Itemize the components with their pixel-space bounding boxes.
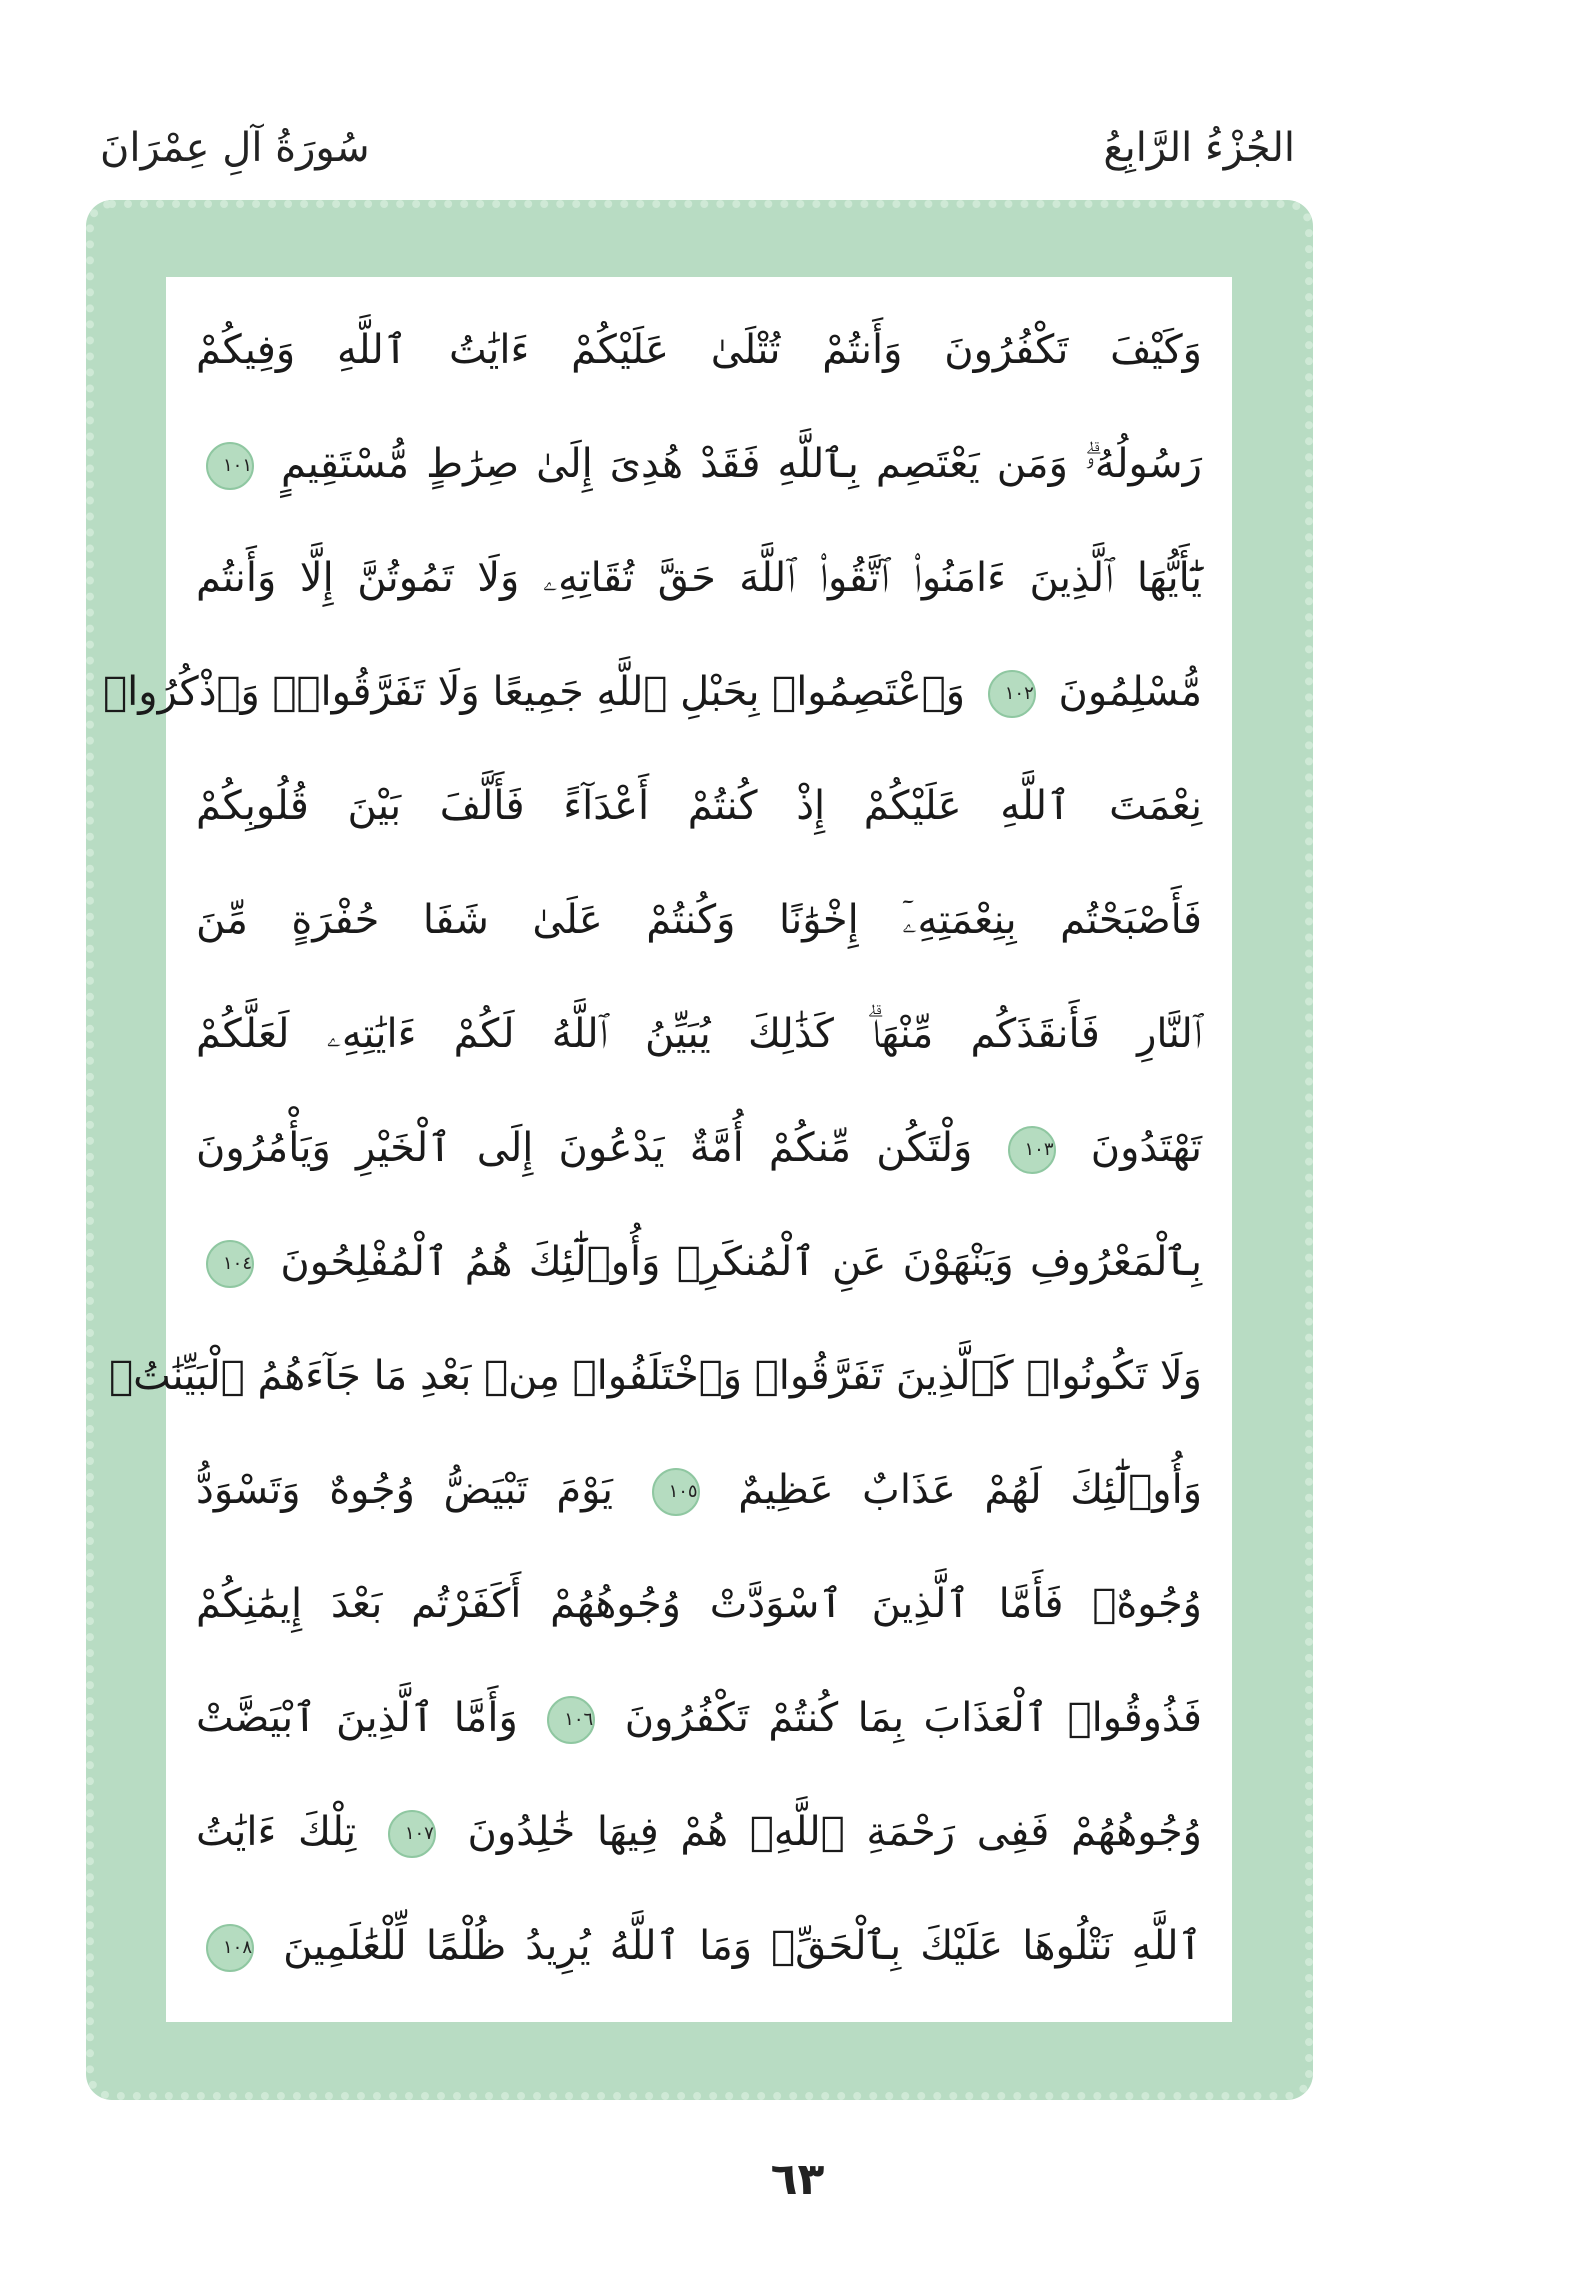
page-header	[100, 118, 1295, 198]
verse-text: وُجُوهٌۚ فَأَمَّا ٱلَّذِينَ ٱسْوَدَّتْ وُجُوهُهُمْ أَكَفَرْتُم بَعْدَ إِيمَٰنِكُمْ	[196, 1581, 1202, 1627]
verse-line	[196, 300, 1202, 400]
verse-text: رَسُولُهُۥۗ وَمَن يَعْتَصِم بِٱللَّهِ فَقَدْ هُدِىَ إِلَىٰ صِرَٰطٍ مُّسْتَقِيمٍ	[281, 441, 1202, 487]
verse-text: يَٰٓأَيُّهَا ٱلَّذِينَ ءَامَنُوا۟ ٱتَّقُوا۟ ٱللَّهَ حَقَّ تُقَاتِهِۦ وَلَا تَمُوتُنَّ إِلَّا وَأَنتُم	[196, 555, 1202, 601]
ayah-number-marker: ١٠١	[206, 442, 254, 490]
verse-line	[196, 1440, 1202, 1540]
verse-line	[103, 642, 1202, 742]
verse-text: وَأُو۟لَٰٓئِكَ لَهُمْ عَذَابٌ عَظِيمٌ	[738, 1467, 1203, 1513]
verse-text: وَأَمَّا ٱلَّذِينَ ٱبْيَضَّتْ	[196, 1695, 518, 1741]
ayah-number-marker: ١٠٢	[988, 670, 1036, 718]
verse-text: وُجُوهُهُمْ فَفِى رَحْمَةِ ٱللَّهِۖ هُمْ فِيهَا خَٰلِدُونَ	[467, 1809, 1202, 1855]
juz-title: الجُزْءُ الرَّابِعُ	[1103, 125, 1295, 171]
verse-text: بِٱلْمَعْرُوفِ وَيَنْهَوْنَ عَنِ ٱلْمُنكَرِۚ وَأُو۟لَٰٓئِكَ هُمُ ٱلْمُفْلِحُونَ	[280, 1239, 1202, 1285]
verse-text: وَلْتَكُن مِّنكُمْ أُمَّةٌ يَدْعُونَ إِلَى ٱلْخَيْرِ وَيَأْمُرُونَ	[196, 1125, 973, 1171]
verse-line	[196, 1212, 1202, 1312]
verse-line	[196, 1668, 1202, 1768]
verse-text: فَأَصْبَحْتُم بِنِعْمَتِهِۦٓ إِخْوَٰنًا وَكُنتُمْ عَلَىٰ شَفَا حُفْرَةٍ مِّنَ	[196, 897, 1202, 943]
verse-line	[196, 756, 1202, 856]
ayah-number-marker: ١٠٤	[206, 1240, 254, 1288]
verse-line	[196, 528, 1202, 628]
verse-line	[196, 870, 1202, 970]
verse-text: تَهْتَدُونَ	[1090, 1125, 1203, 1171]
verse-text: يَوْمَ تَبْيَضُّ وُجُوهٌ وَتَسْوَدُّ	[196, 1467, 613, 1513]
page-number: ٦٣	[770, 2154, 825, 2205]
verse-line	[196, 1098, 1202, 1198]
verse-text: مُّسْلِمُونَ	[1058, 669, 1202, 715]
verse-text: وَٱعْتَصِمُوا۟ بِحَبْلِ ٱللَّهِ جَمِيعًا وَلَا تَفَرَّقُوا۟ۚ وَٱذْكُرُوا۟	[103, 669, 966, 715]
verse-line	[196, 1782, 1202, 1882]
verse-text: ٱللَّهِ نَتْلُوهَا عَلَيْكَ بِٱلْحَقِّۗ وَمَا ٱللَّهُ يُرِيدُ ظُلْمًا لِّلْعَٰلَمِينَ	[283, 1923, 1202, 1969]
verse-text: وَلَا تَكُونُوا۟ كَٱلَّذِينَ تَفَرَّقُوا۟ وَٱخْتَلَفُوا۟ مِنۢ بَعْدِ مَا جَآءَهُمُ ٱلْبَيِّنَٰتُۚ	[109, 1353, 1202, 1399]
ayah-number-marker: ١٠٥	[652, 1468, 700, 1516]
verse-line	[196, 414, 1202, 514]
verse-text: تِلْكَ ءَايَٰتُ	[196, 1809, 357, 1855]
ayah-number-marker: ١٠٣	[1008, 1126, 1056, 1174]
verse-text: ٱلنَّارِ فَأَنقَذَكُم مِّنْهَاۗ كَذَٰلِكَ يُبَيِّنُ ٱللَّهُ لَكُمْ ءَايَٰتِهِۦ لَعَلَّكُمْ	[196, 1011, 1202, 1057]
verse-line	[196, 1554, 1202, 1654]
verse-line	[196, 984, 1202, 1084]
verse-text: نِعْمَتَ ٱللَّهِ عَلَيْكُمْ إِذْ كُنتُمْ أَعْدَآءً فَأَلَّفَ بَيْنَ قُلُوبِكُمْ	[196, 783, 1202, 829]
ayah-number-marker: ١٠٨	[206, 1924, 254, 1972]
verse-text: فَذُوقُوا۟ ٱلْعَذَابَ بِمَا كُنتُمْ تَكْفُرُونَ	[624, 1695, 1203, 1741]
verse-line	[196, 1896, 1202, 1996]
ayah-number-marker: ١٠٧	[388, 1810, 436, 1858]
verse-text: وَكَيْفَ تَكْفُرُونَ وَأَنتُمْ تُتْلَىٰ عَلَيْكُمْ ءَايَٰتُ ٱللَّهِ وَفِيكُمْ	[196, 327, 1202, 373]
surah-title: سُورَةُ آلِ عِمْرَانَ	[100, 125, 370, 171]
verse-line	[109, 1326, 1202, 1426]
ayah-number-marker: ١٠٦	[547, 1696, 595, 1744]
